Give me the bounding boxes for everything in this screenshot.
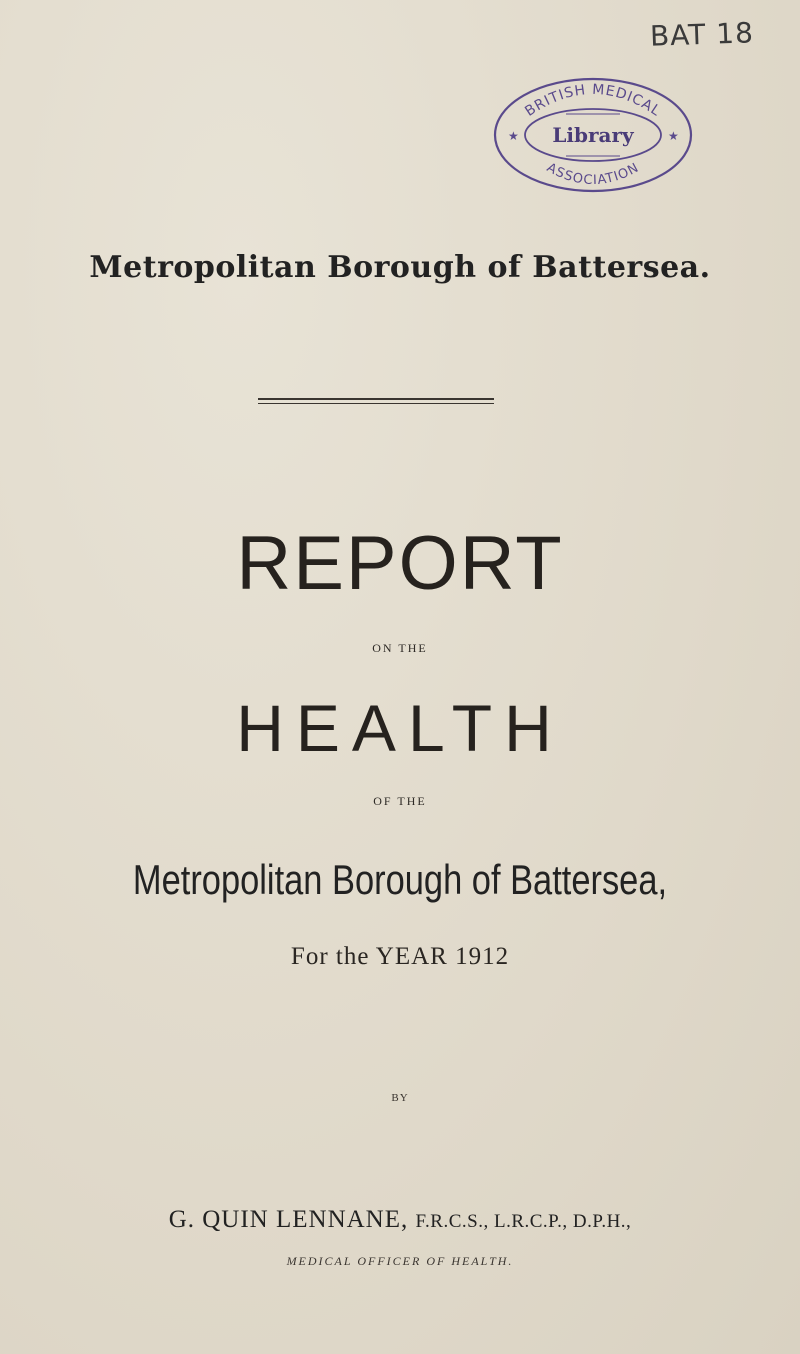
borough-name: Metropolitan Borough of Battersea, xyxy=(132,856,668,903)
svg-text:★: ★ xyxy=(668,129,679,143)
svg-text:★: ★ xyxy=(508,129,519,143)
double-rule-divider xyxy=(258,398,494,404)
library-stamp xyxy=(488,70,698,200)
by-text: BY xyxy=(391,1092,409,1104)
report-year: For the YEAR 1912 xyxy=(290,943,510,970)
svg-text:ASSOCIATION xyxy=(544,160,642,188)
of-the-text: OF THE xyxy=(373,794,427,808)
on-the-text: ON THE xyxy=(372,641,428,655)
stamp-bottom-text: ASSOCIATION xyxy=(544,160,642,189)
author-qualifications: F.R.C.S., L.R.C.P., D.P.H., xyxy=(415,1211,632,1232)
stamp-top-text: BRITISH MEDICAL xyxy=(522,81,664,120)
stamp-center-text: Library xyxy=(552,123,634,147)
borough-heading: Metropolitan Borough of Battersea. xyxy=(89,250,711,285)
author-line xyxy=(0,1206,800,1234)
shelfmark-annotation: BAT 18 xyxy=(649,16,755,53)
author-name: G. QUIN LENNANE, xyxy=(168,1206,409,1233)
author-title: MEDICAL OFFICER OF HEALTH. xyxy=(286,1254,514,1268)
report-title: REPORT xyxy=(236,521,564,606)
health-title: HEALTH xyxy=(236,691,564,765)
